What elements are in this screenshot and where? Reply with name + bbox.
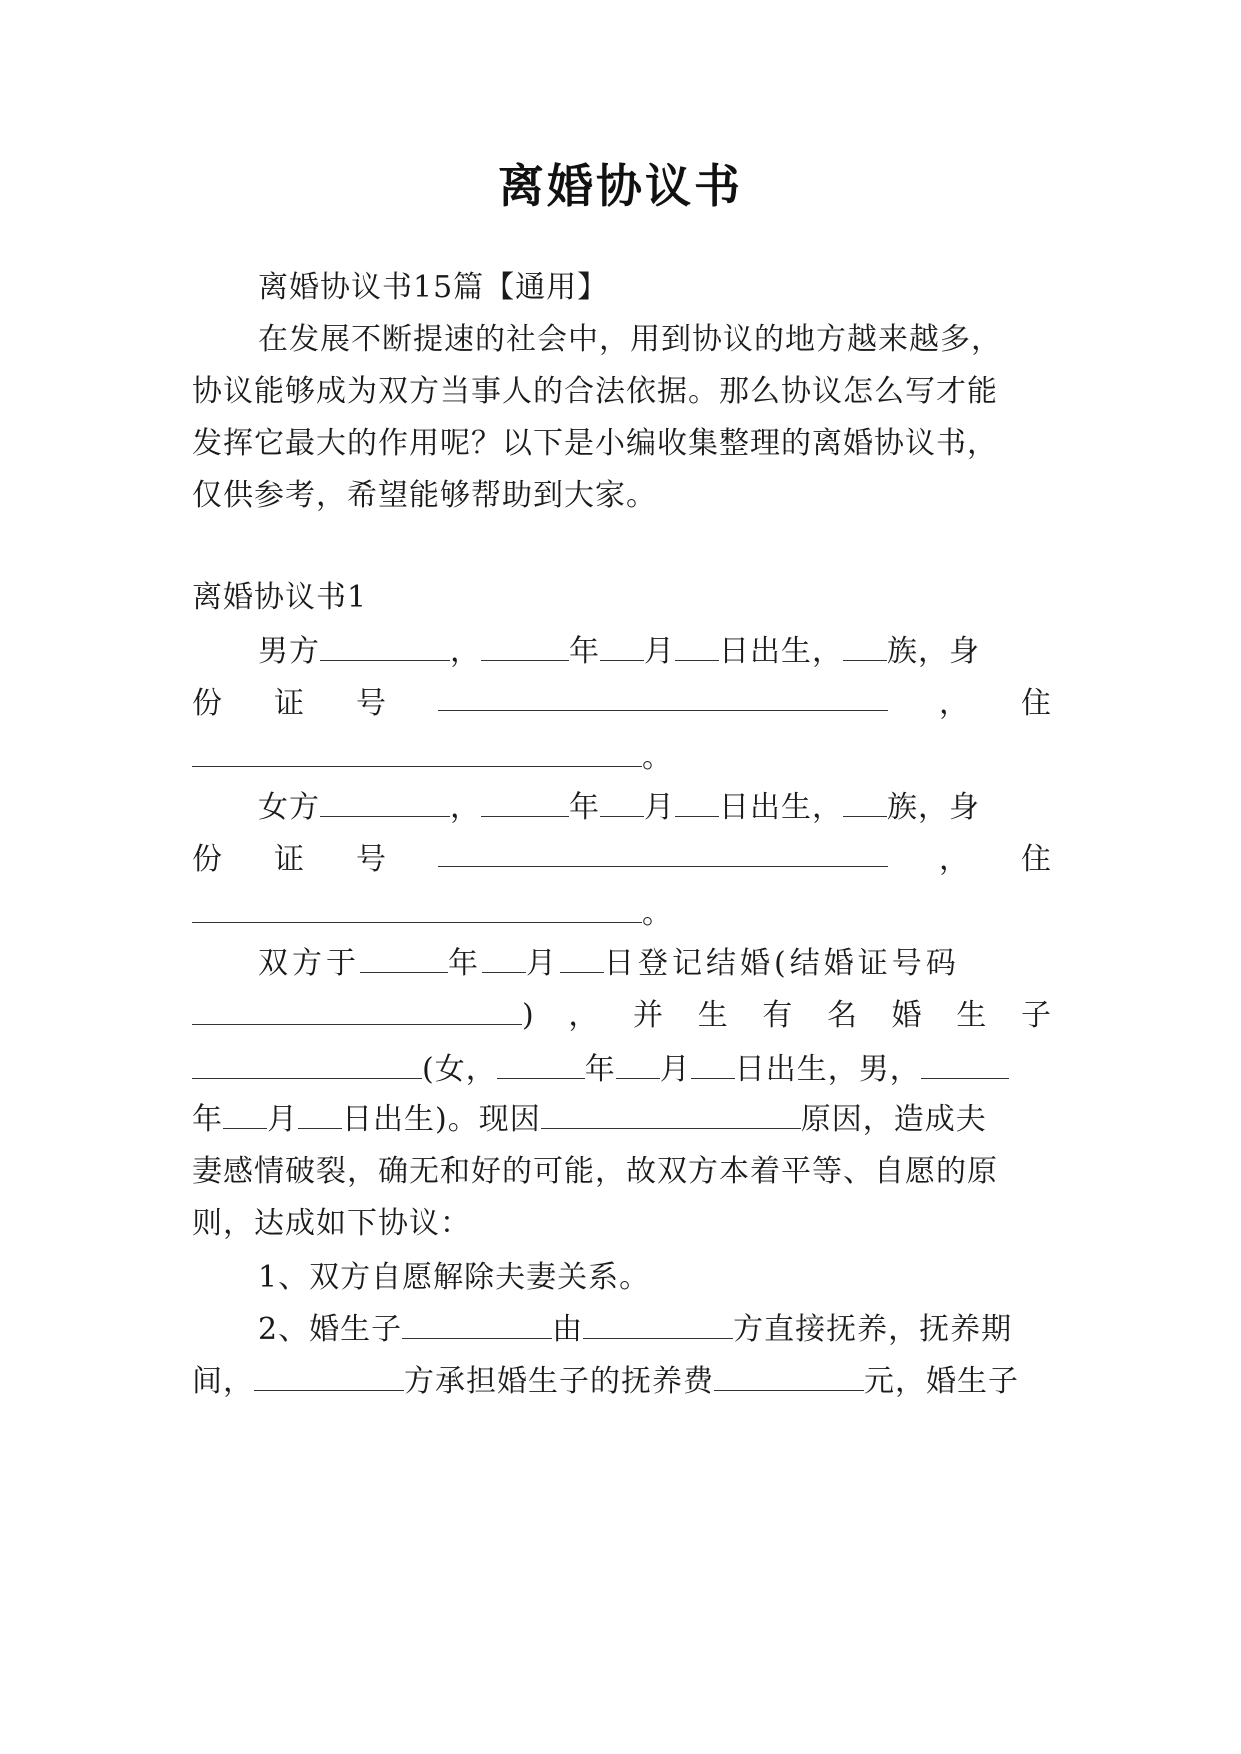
spread-char: 并 [633,998,665,1033]
man-name-blank [320,634,450,661]
spread-char: 子 [1020,998,1052,1033]
marriage-text: 双方于 [258,946,360,981]
year-text: 年 [569,790,600,825]
woman-address-line [192,894,1052,934]
clause-text: 方承担婚生子的抚养费 [404,1364,714,1399]
clause-1: 1、双方自愿解除夫妻关系。 [258,1260,651,1295]
marriage-text: (女， [422,1052,497,1087]
ethnic-text: 族，身 [887,790,980,825]
girl-month-blank [616,1052,660,1079]
month-text: 月 [644,634,675,669]
id-char: 份 [192,842,223,877]
ethnic-text: 族，身 [887,634,980,669]
boy-month-blank [223,1102,267,1129]
id-char: 号 [356,842,387,877]
man-day-blank [675,634,719,661]
year-text: 年 [569,634,600,669]
month-text: 月 [659,1052,691,1087]
year-text: 年 [584,1052,616,1087]
cert-number-blank [192,998,522,1025]
marriage-text: 日出生，男， [734,1052,921,1087]
man-address-blank [192,740,642,767]
clause-text: 由 [552,1312,584,1347]
man-address-line [192,738,1052,778]
clause-text: 间， [192,1364,254,1399]
year-text: 年 [192,1102,223,1137]
comma-text: ， [939,686,970,721]
marriage-text: 日出生)。现因 [342,1102,541,1137]
woman-info-line: 女方 ， 年 月 日出生， 族，身 [258,790,980,825]
month-text: 月 [267,1102,298,1137]
spread-char: 名 [827,998,858,1033]
man-year-blank [481,634,569,661]
girl-day-blank [691,1052,735,1079]
marriage-year-blank [360,946,448,973]
clause-text: 方直接抚养，抚养期 [733,1312,1013,1347]
id-char: 证 [274,842,305,877]
marriage-day-blank [560,946,604,973]
document-title: 离婚协议书 [498,159,743,213]
custodian-blank [583,1312,733,1339]
period-text: 。 [642,896,673,931]
spread-char: 生 [697,998,729,1033]
live-text: 住 [1021,686,1052,721]
amount-blank [714,1364,864,1391]
cert-number-group [192,996,535,1036]
born-text: 日出生， [719,634,843,669]
marriage-line-4 [192,1100,1052,1140]
man-month-blank [600,634,644,661]
woman-address-blank [192,896,642,923]
woman-id-line [192,840,1052,880]
man-id-blank [438,684,888,711]
spread-char: 生 [956,998,988,1033]
clause-2-line-2 [192,1362,1052,1402]
intro-line-1: 在发展不断提速的社会中，用到协议的地方越来越多， [258,322,1002,357]
id-char: 证 [274,686,305,721]
marriage-text: 原因，造成夫 [800,1102,987,1137]
year-text: 年 [448,946,482,981]
id-char: 份 [192,686,223,721]
intro-line-3: 发挥它最大的作用呢？以下是小编收集整理的离婚协议书， [192,426,998,461]
man-ethnic-blank [843,634,887,661]
month-text: 月 [644,790,675,825]
marriage-line-6: 则，达成如下协议： [192,1206,471,1241]
man-info-line: 男方 ， 年 月 日出生， 族，身 [258,634,980,669]
woman-label: 女方 [258,790,320,825]
payer-blank [254,1364,404,1391]
spread-char: 有 [762,998,794,1033]
woman-name-blank [320,790,450,817]
woman-id-blank [438,840,888,867]
man-label: 男方 [258,634,320,669]
woman-day-blank [675,790,719,817]
live-text: 住 [1021,842,1052,877]
spread-char: 婚 [891,998,923,1033]
marriage-line-2 [192,996,1052,1036]
clause-text: 2、婚生子 [258,1312,403,1347]
born-text: 日出生， [719,790,843,825]
boy-year-blank [921,1052,1009,1079]
clause-text: 元，婚生子 [864,1364,1019,1399]
intro-line-2: 协议能够成为双方当事人的合法依据。那么协议怎么写才能 [192,374,998,409]
month-text: 月 [526,946,560,981]
girl-year-blank [497,1052,585,1079]
intro-line-4: 仅供参考，希望能够帮助到大家。 [192,478,657,513]
woman-year-blank [481,790,569,817]
marriage-line-5: 妻感情破裂，确无和好的可能，故双方本着平等、自愿的原 [192,1154,998,1189]
comma-text: ， [939,842,970,877]
woman-ethnic-blank [843,790,887,817]
period-text: 。 [642,740,673,775]
woman-month-blank [600,790,644,817]
section-title: 离婚协议书1 [192,580,368,615]
marriage-text: 日登记结婚(结婚证号码 [604,946,960,981]
child-blank [402,1312,552,1339]
document-subtitle: 离婚协议书15篇【通用】 [258,270,609,305]
comma-text: ， [568,998,600,1033]
clause-2-line-1 [258,1310,1052,1350]
man-id-line [192,684,1052,724]
marriage-month-blank [482,946,526,973]
reason-blank [541,1102,801,1129]
paren-text: ) [522,998,535,1033]
marriage-line-3 [192,1050,1052,1090]
boy-day-blank [298,1102,342,1129]
child-name-blank [192,1052,422,1079]
marriage-line-1 [258,944,1052,984]
id-char: 号 [356,686,387,721]
